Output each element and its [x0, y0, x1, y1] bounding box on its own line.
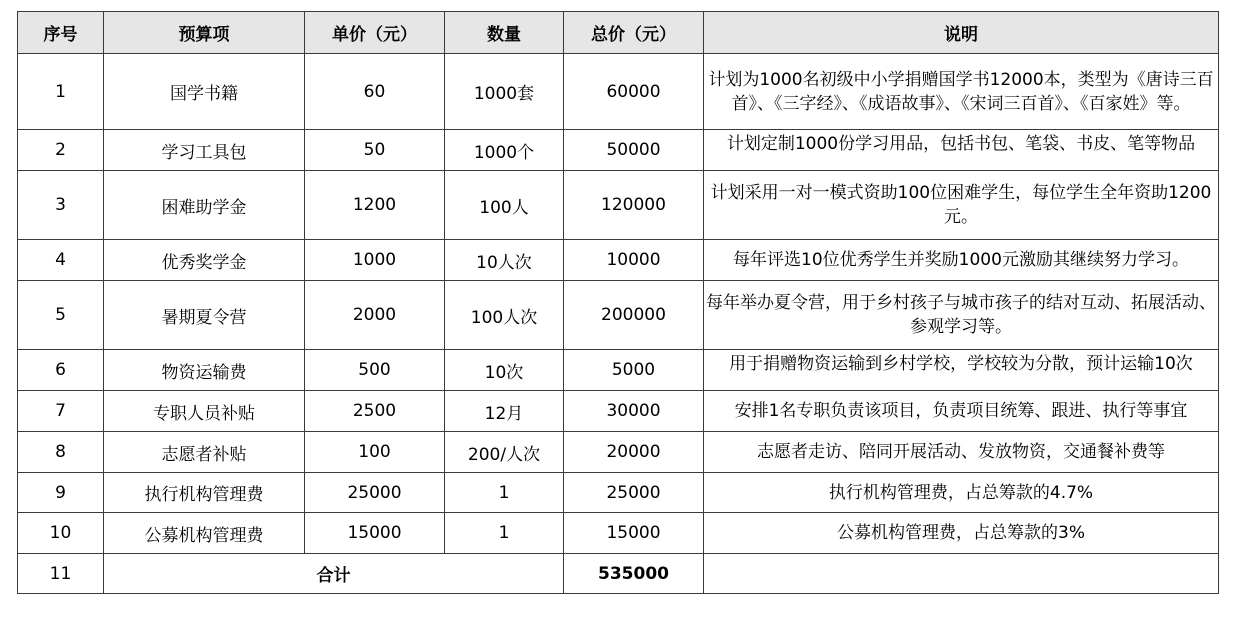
summary-row — [18, 554, 1219, 594]
table-row — [18, 350, 1219, 391]
cell-price: 50 — [305, 130, 445, 171]
cell-qty: 10次 — [445, 350, 564, 391]
table-row — [18, 130, 1219, 171]
cell-price: 2500 — [305, 391, 445, 432]
table-row — [18, 432, 1219, 473]
table-row — [18, 281, 1219, 350]
budget-table — [17, 11, 1219, 594]
cell-total: 20000 — [564, 432, 704, 473]
summary-label: 合计 — [104, 554, 564, 594]
cell-price: 60 — [305, 54, 445, 130]
cell-desc: 安排1名专职负责该项目，负责项目统筹、跟进、执行等事宜 — [704, 391, 1219, 432]
cell-price: 100 — [305, 432, 445, 473]
cell-no: 3 — [18, 171, 104, 240]
cell-no: 10 — [18, 513, 104, 554]
cell-item: 志愿者补贴 — [104, 432, 305, 473]
header-total: 总价（元） — [564, 12, 704, 54]
cell-desc: 公募机构管理费，占总筹款的3% — [704, 513, 1219, 554]
table-row — [18, 171, 1219, 240]
cell-total: 120000 — [564, 171, 704, 240]
cell-price: 25000 — [305, 473, 445, 513]
cell-desc: 用于捐赠物资运输到乡村学校，学校较为分散，预计运输10次 — [704, 350, 1219, 391]
cell-item: 专职人员补贴 — [104, 391, 305, 432]
cell-no: 4 — [18, 240, 104, 281]
cell-item: 困难助学金 — [104, 171, 305, 240]
header-no: 序号 — [18, 12, 104, 54]
summary-desc — [704, 554, 1219, 594]
summary-total: 535000 — [564, 554, 704, 594]
table-row — [18, 54, 1219, 130]
header-price: 单价（元） — [305, 12, 445, 54]
cell-no: 7 — [18, 391, 104, 432]
table-row — [18, 391, 1219, 432]
cell-desc: 执行机构管理费，占总筹款的4.7% — [704, 473, 1219, 513]
cell-qty: 10人次 — [445, 240, 564, 281]
cell-no: 5 — [18, 281, 104, 350]
cell-item: 物资运输费 — [104, 350, 305, 391]
cell-price: 500 — [305, 350, 445, 391]
cell-total: 10000 — [564, 240, 704, 281]
cell-qty: 12月 — [445, 391, 564, 432]
cell-qty: 1 — [445, 513, 564, 554]
cell-total: 15000 — [564, 513, 704, 554]
cell-no: 2 — [18, 130, 104, 171]
table-row — [18, 473, 1219, 513]
cell-no: 6 — [18, 350, 104, 391]
cell-desc: 计划定制1000份学习用品，包括书包、笔袋、书皮、笔等物品 — [704, 130, 1219, 171]
cell-total: 200000 — [564, 281, 704, 350]
table-row — [18, 513, 1219, 554]
cell-item: 优秀奖学金 — [104, 240, 305, 281]
cell-total: 60000 — [564, 54, 704, 130]
cell-no: 1 — [18, 54, 104, 130]
cell-total: 30000 — [564, 391, 704, 432]
cell-total: 25000 — [564, 473, 704, 513]
cell-total: 50000 — [564, 130, 704, 171]
cell-qty: 1000套 — [445, 54, 564, 130]
cell-qty: 100人次 — [445, 281, 564, 350]
cell-price: 2000 — [305, 281, 445, 350]
cell-desc: 每年评选10位优秀学生并奖励1000元激励其继续努力学习。 — [704, 240, 1219, 281]
cell-qty: 100人 — [445, 171, 564, 240]
cell-no: 8 — [18, 432, 104, 473]
cell-total: 5000 — [564, 350, 704, 391]
header-item: 预算项 — [104, 12, 305, 54]
cell-item: 国学书籍 — [104, 54, 305, 130]
cell-item: 公募机构管理费 — [104, 513, 305, 554]
header-row — [18, 12, 1219, 54]
cell-desc: 计划采用一对一模式资助100位困难学生，每位学生全年资助1200元。 — [704, 171, 1219, 240]
cell-item: 学习工具包 — [104, 130, 305, 171]
cell-no: 9 — [18, 473, 104, 513]
cell-price: 15000 — [305, 513, 445, 554]
table-row — [18, 240, 1219, 281]
cell-qty: 200/人次 — [445, 432, 564, 473]
cell-item: 执行机构管理费 — [104, 473, 305, 513]
cell-qty: 1000个 — [445, 130, 564, 171]
cell-no: 11 — [18, 554, 104, 594]
cell-price: 1000 — [305, 240, 445, 281]
header-desc: 说明 — [704, 12, 1219, 54]
cell-item: 暑期夏令营 — [104, 281, 305, 350]
cell-price: 1200 — [305, 171, 445, 240]
cell-desc: 志愿者走访、陪同开展活动、发放物资，交通餐补费等 — [704, 432, 1219, 473]
cell-desc: 每年举办夏令营，用于乡村孩子与城市孩子的结对互动、拓展活动、参观学习等。 — [704, 281, 1219, 350]
cell-qty: 1 — [445, 473, 564, 513]
cell-desc: 计划为1000名初级中小学捐赠国学书12000本，类型为《唐诗三百首》、《三字经》、《成语故事》、《宋词三百首》、《百家姓》等。 — [704, 54, 1219, 130]
header-qty: 数量 — [445, 12, 564, 54]
